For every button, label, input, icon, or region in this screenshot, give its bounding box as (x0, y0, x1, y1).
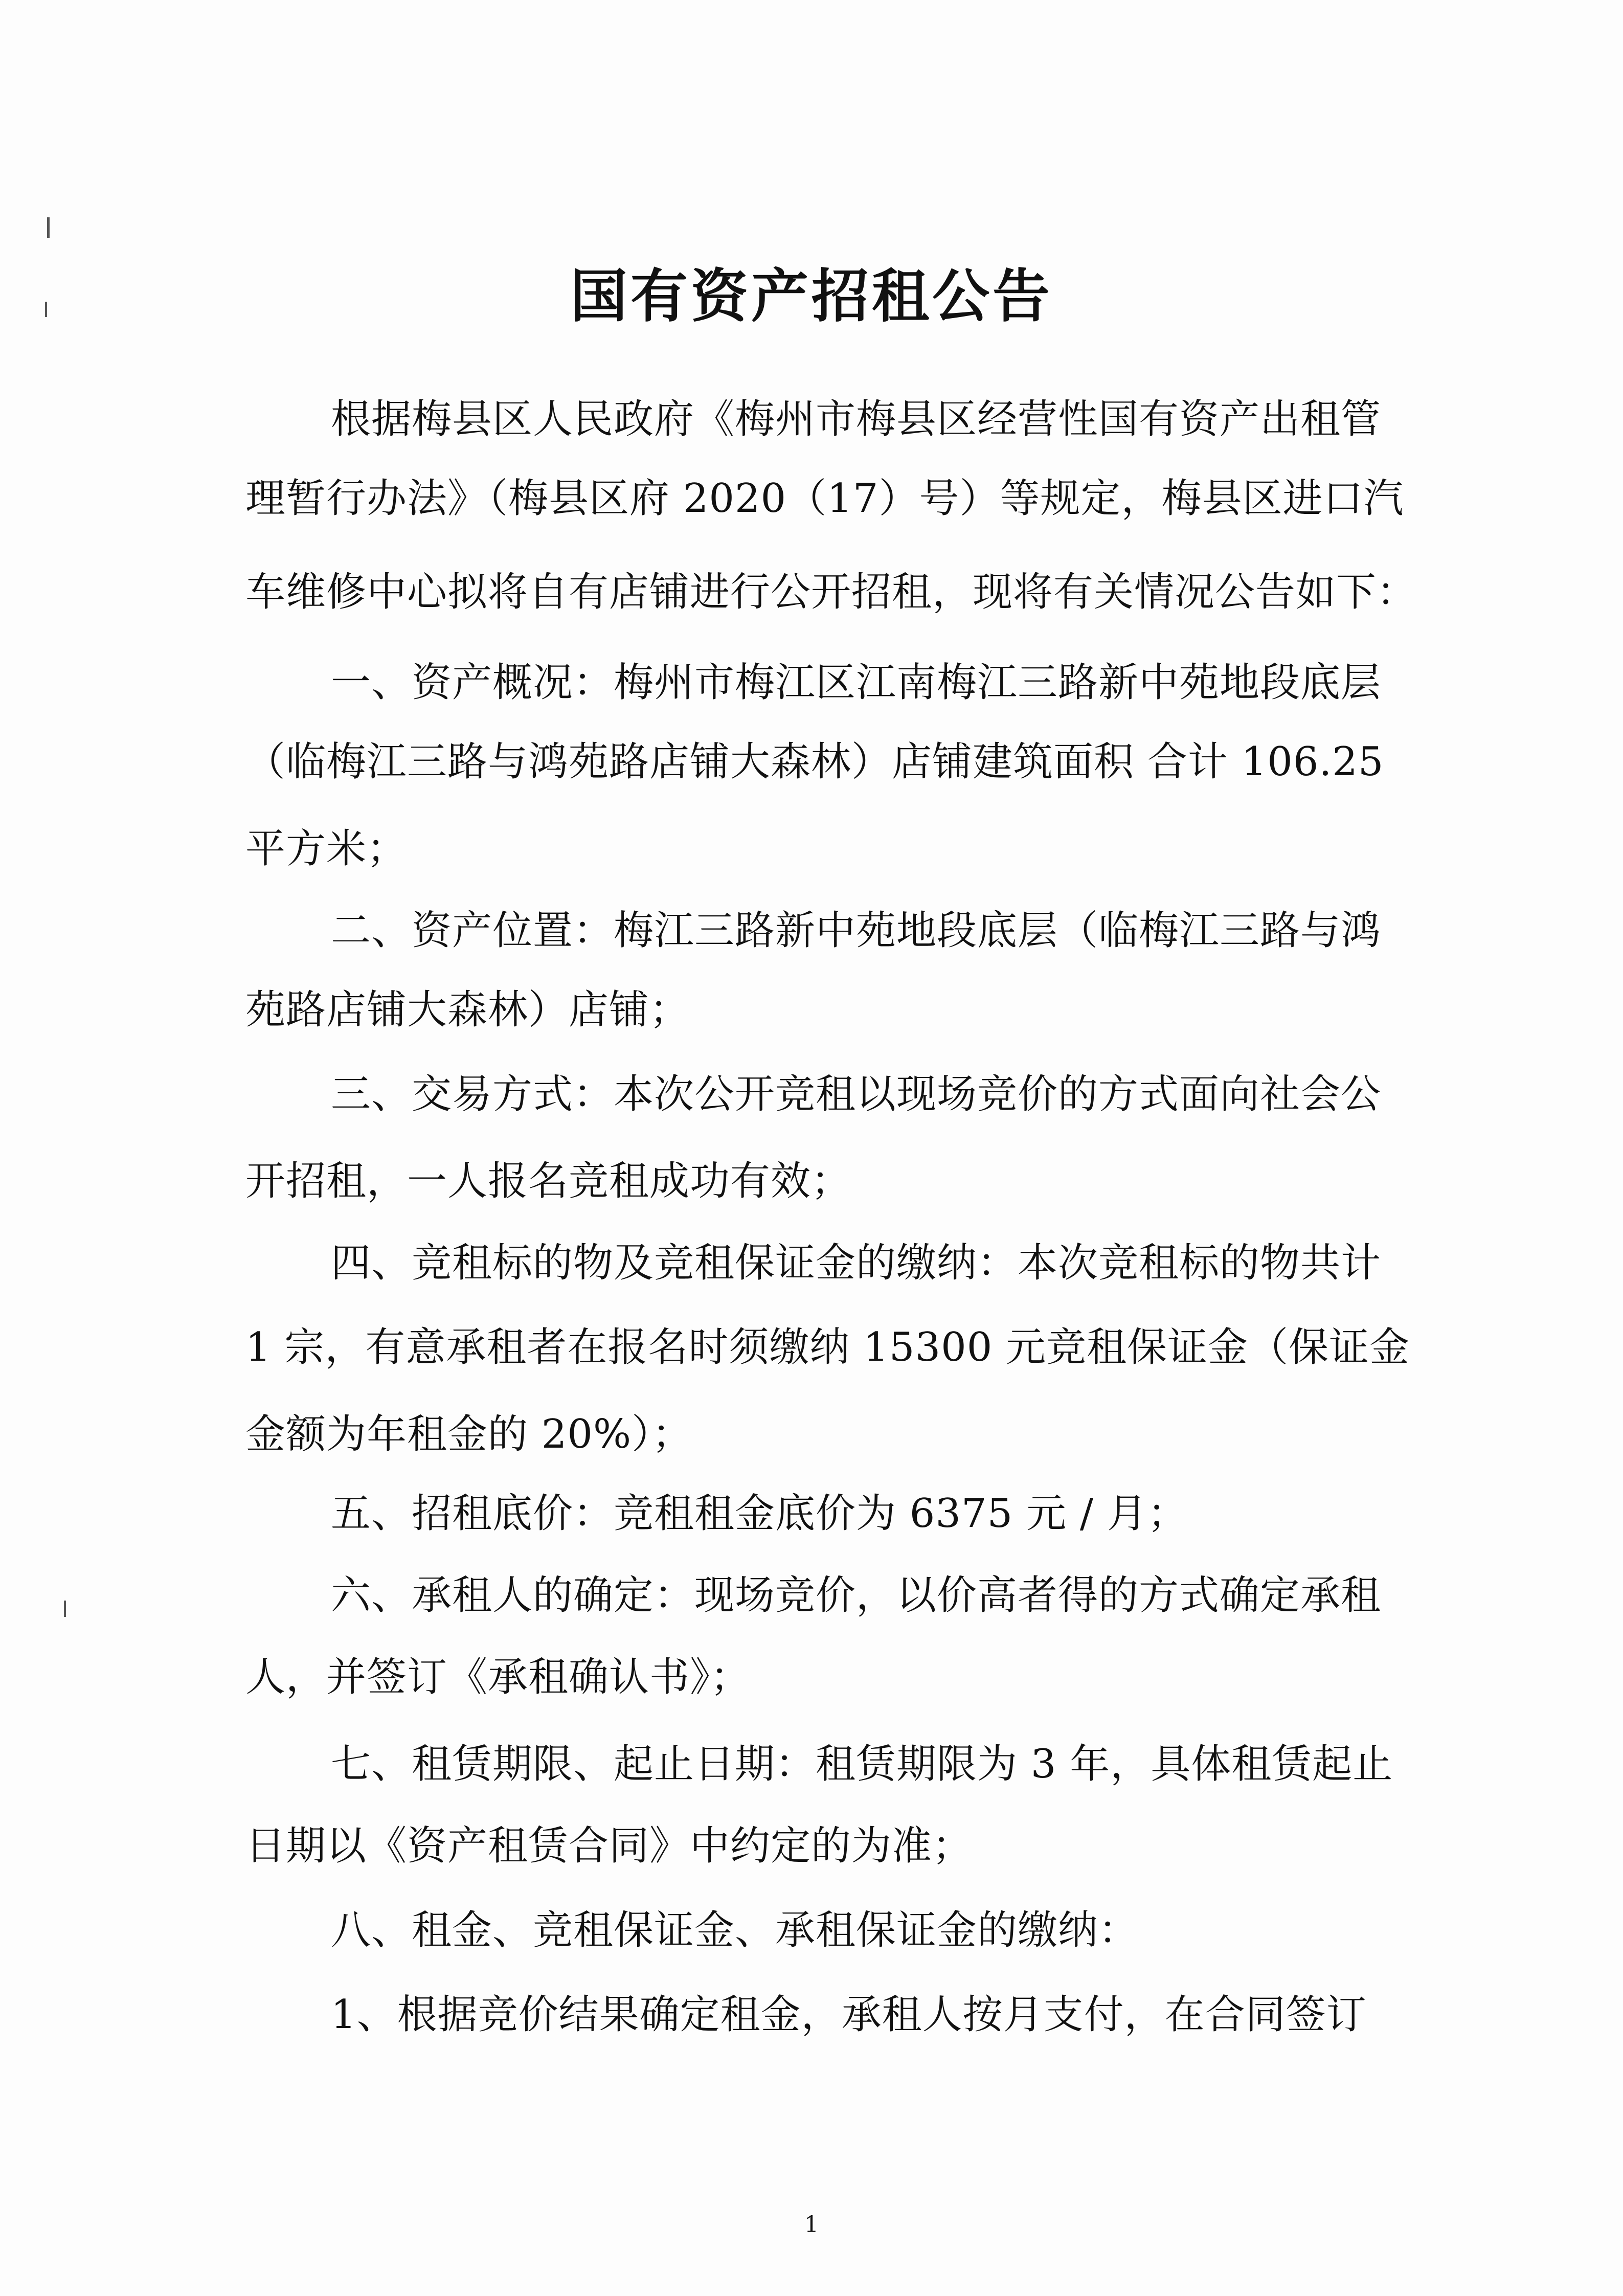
body-line: 五、招租底价：竞租租金底价为 6375 元 / 月； (331, 1491, 1188, 1537)
scan-mark (47, 217, 50, 238)
body-line: 1 宗，有意承租者在报名时须缴纳 15300 元竞租保证金（保证金 (245, 1324, 1410, 1370)
document-title: 国有资产招租公告 (570, 263, 1053, 330)
body-line: 三、交易方式：本次公开竞租以现场竞价的方式面向社会公 (331, 1071, 1382, 1117)
body-line: 开招租，一人报名竞租成功有效； (245, 1158, 852, 1204)
body-line: 四、竞租标的物及竞租保证金的缴纳：本次竞租标的物共计 (331, 1240, 1382, 1286)
body-line: 八、租金、竞租保证金、承租保证金的缴纳： (331, 1907, 1139, 1953)
body-line: 二、资产位置：梅江三路新中苑地段底层（临梅江三路与鸿 (331, 908, 1382, 954)
body-line: 理暂行办法》（梅县区府 2020（17）号）等规定，梅县区进口汽 (245, 476, 1404, 522)
body-line: （临梅江三路与鸿苑路店铺大森林）店铺建筑面积 合计 106.25 (245, 739, 1384, 785)
body-line: 人，并签订《承租确认书》； (245, 1654, 751, 1700)
body-line: 六、承租人的确定：现场竞价，以价高者得的方式确定承租 (331, 1572, 1382, 1618)
body-line: 平方米； (245, 826, 408, 872)
body-line: 苑路店铺大森林）店铺； (245, 987, 690, 1033)
body-line: 车维修中心拟将自有店铺进行公开招租，现将有关情况公告如下： (245, 569, 1417, 615)
body-line: 日期以《资产租赁合同》中约定的为准； (245, 1823, 973, 1869)
body-line: 一、资产概况：梅州市梅江区江南梅江三路新中苑地段底层 (331, 660, 1382, 706)
body-line: 1、根据竞价结果确定租金，承租人按月支付，在合同签订 (331, 1992, 1367, 2038)
scan-mark (64, 1601, 66, 1617)
body-line: 金额为年租金的 20%）； (245, 1411, 693, 1457)
page-number: 1 (804, 2212, 819, 2238)
body-line: 七、租赁期限、起止日期：租赁期限为 3 年，具体租赁起止 (331, 1741, 1393, 1787)
body-line: 根据梅县区人民政府《梅州市梅县区经营性国有资产出租管 (331, 396, 1382, 442)
